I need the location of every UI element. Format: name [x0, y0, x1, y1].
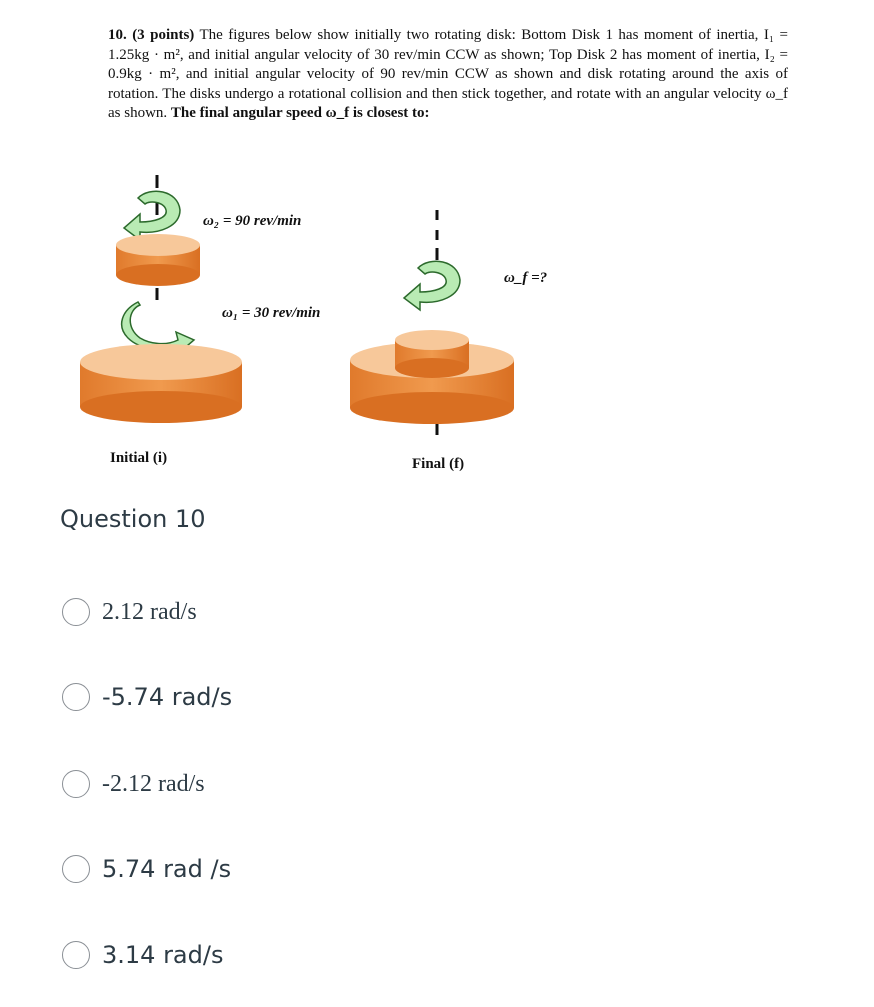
option-label: 3.14 rad/s: [102, 941, 224, 969]
option-label: 5.74 rad /s: [102, 855, 232, 883]
option-3[interactable]: [62, 764, 205, 804]
radio-button[interactable]: [62, 770, 90, 798]
omega2-label: ω₂ = 90 rev/min: [203, 213, 302, 229]
option-label: 2.12 rad/s: [102, 598, 197, 625]
radio-button[interactable]: [62, 683, 90, 711]
disk-1-initial: [80, 344, 242, 423]
initial-caption: Initial (i): [110, 450, 168, 466]
option-label: -5.74 rad/s: [102, 683, 233, 711]
figure-drawing: [0, 160, 874, 490]
radio-button[interactable]: [62, 941, 90, 969]
problem-text: The figures below show initially two rotating disk: Bottom Disk 1 has moment of inertia, I₁ = 1.25kg · m², and initial angular velocity of 30 rev/min CCW as shown; Top Disk 2 has moment of inertia, I₂ = 0.9kg · m², and initial angular velocity of 90 rev/min CCW as shown and disk rotating around the axis of rotation. The disks undergo a rotational collision and then stick together, and rotate with an angular velocity ω_f as shown.: [108, 27, 788, 121]
option-2[interactable]: [62, 677, 232, 717]
omega1-label: ω₁ = 30 rev/min: [222, 305, 321, 321]
omega2-rotation-arrow: [124, 191, 180, 240]
problem-number: 10.: [108, 27, 127, 43]
problem-points: (3 points): [132, 27, 195, 43]
disk-collision-figure: [0, 160, 874, 490]
omegaf-label: ω_f =?: [504, 270, 548, 286]
option-5[interactable]: [62, 935, 223, 975]
question-title: Question 10: [60, 505, 206, 533]
disk-2-final: [395, 330, 469, 378]
option-4[interactable]: [62, 849, 231, 889]
problem-ask: The final angular speed ω_f is closest to:: [170, 105, 430, 121]
option-1[interactable]: [62, 592, 197, 632]
radio-button[interactable]: [62, 598, 90, 626]
problem-statement: [108, 26, 788, 124]
disk-2-initial: [116, 234, 200, 286]
radio-button[interactable]: [62, 855, 90, 883]
final-caption: Final (f): [412, 456, 465, 472]
omegaf-rotation-arrow: [404, 261, 460, 310]
option-label: -2.12 rad/s: [102, 770, 205, 797]
